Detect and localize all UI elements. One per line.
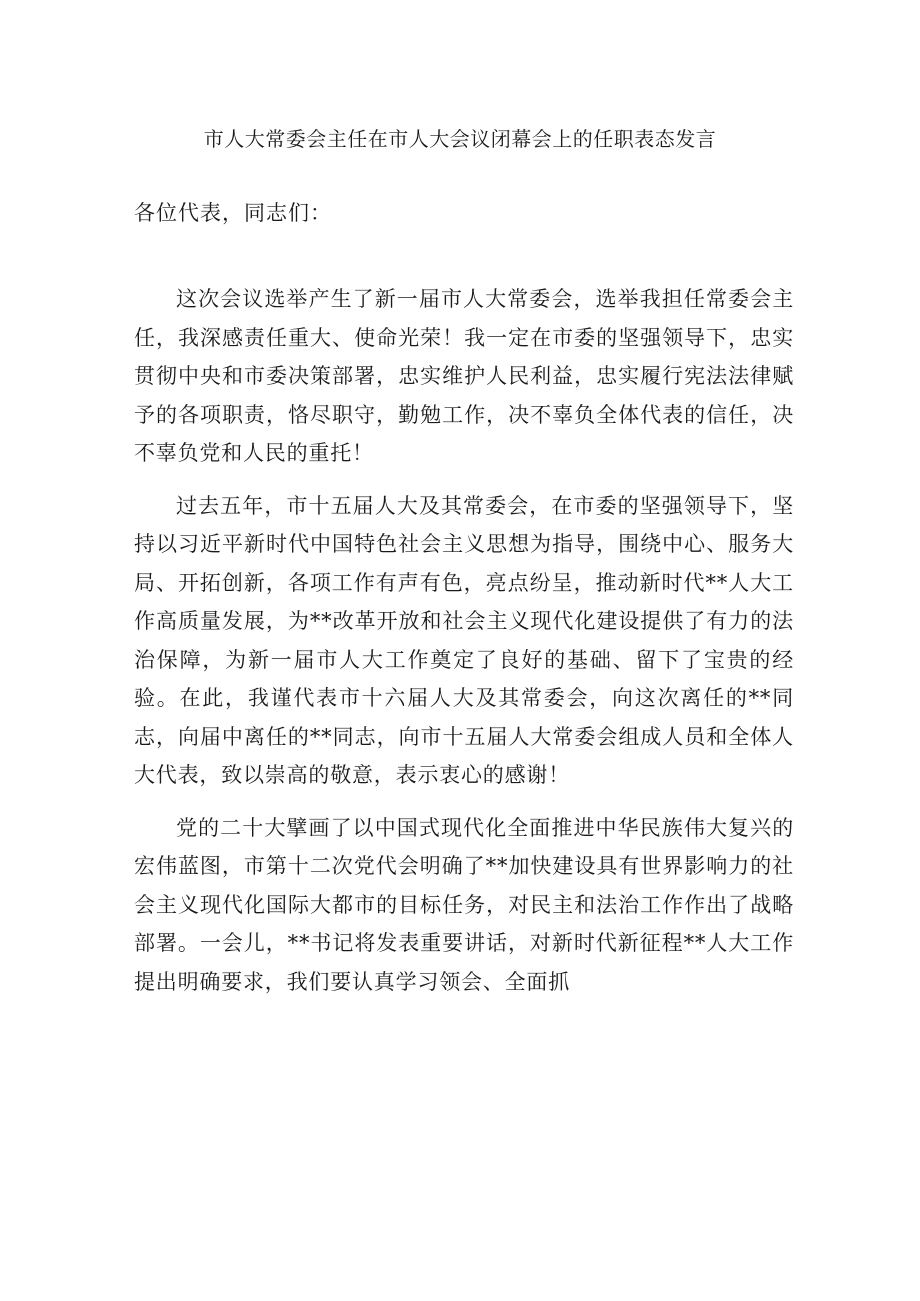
document-title: 市人大常委会主任在市人大会议闭幕会上的任职表态发言 bbox=[203, 127, 717, 151]
salutation: 各位代表，同志们： bbox=[134, 201, 332, 225]
document-body bbox=[134, 280, 794, 1015]
paragraph-3: 党的二十大擘画了以中国式现代化全面推进中华民族伟大复兴的宏伟蓝图，市第十二次党代会明确了**加快建设具有世界影响力的社会主义现代化国际大都市的目标任务，对民主和法治工作作出了战略部署。一会儿，**书记将发表重要讲话，对新时代新征程**人大工作提出明确要求，我们要认真学习领会、全面抓 bbox=[134, 815, 794, 994]
paragraph-2: 过去五年，市十五届人大及其常委会，在市委的坚强领导下，坚持以习近平新时代中国特色社会主义思想为指导，围绕中心、服务大局、开拓创新，各项工作有声有色，亮点纷呈，推动新时代**人大工作高质量发展，为**改革开放和社会主义现代化建设提供了有力的法治保障，为新一届市人大工作奠定了良好的基础、留下了宝贵的经验。在此，我谨代表市十六届人大及其常委会，向这次离任的**同志，向届中离任的**同志，向市十五届人大常委会组成人员和全体人大代表，致以崇高的敬意，表示衷心的感谢！ bbox=[134, 493, 794, 787]
paragraph-1: 这次会议选举产生了新一届市人大常委会，选举我担任常委会主任，我深感责任重大、使命光荣！我一定在市委的坚强领导下，忠实贯彻中央和市委决策部署，忠实维护人民利益，忠实履行宪法法律赋予的各项职责，恪尽职守，勤勉工作，决不辜负全体代表的信任，决不辜负党和人民的重托！ bbox=[134, 287, 794, 465]
